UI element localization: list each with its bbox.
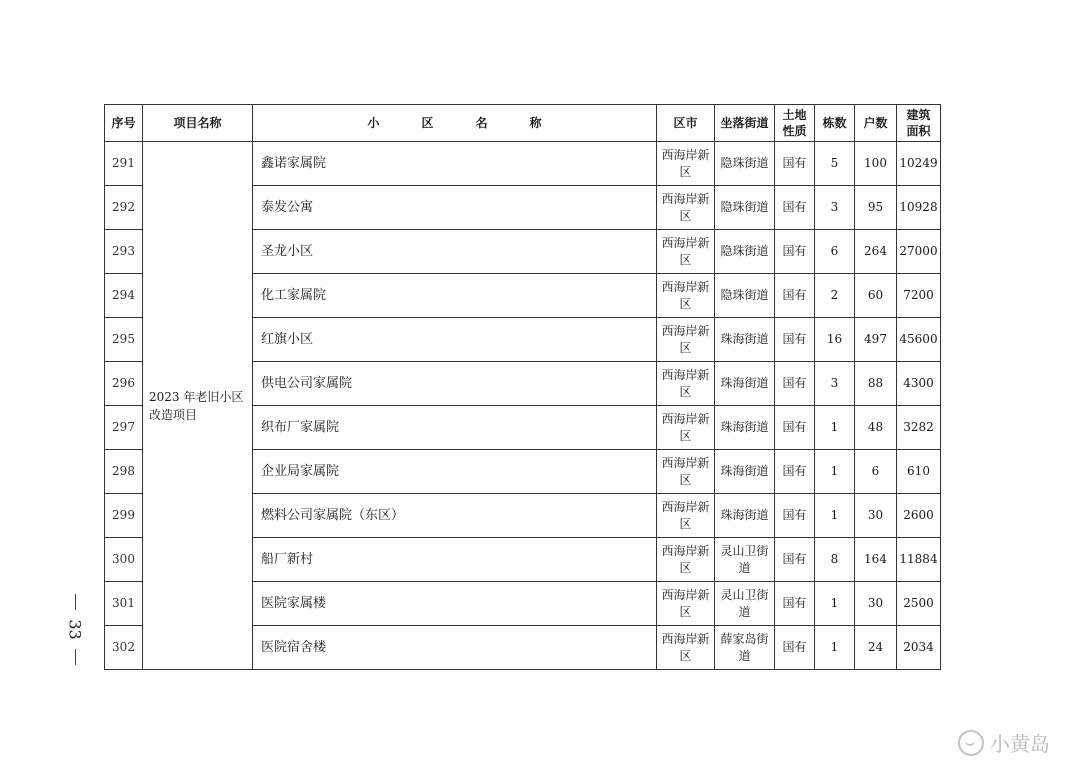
cell-community-name: 企业局家属院	[253, 450, 657, 494]
cell-district: 西海岸新区	[657, 186, 715, 230]
cell-street: 隐珠街道	[715, 274, 775, 318]
cell-land: 国有	[775, 406, 815, 450]
cell-district: 西海岸新区	[657, 142, 715, 186]
cell-land: 国有	[775, 274, 815, 318]
cell-area: 4300	[897, 362, 941, 406]
cell-area: 2034	[897, 626, 941, 670]
cell-land: 国有	[775, 494, 815, 538]
cell-street: 隐珠街道	[715, 186, 775, 230]
cell-seq: 296	[105, 362, 143, 406]
cell-buildings: 8	[815, 538, 855, 582]
table-row	[105, 142, 941, 186]
cell-community-name: 医院家属楼	[253, 582, 657, 626]
cell-buildings: 3	[815, 186, 855, 230]
cell-district: 西海岸新区	[657, 582, 715, 626]
cell-households: 164	[855, 538, 897, 582]
cell-households: 6	[855, 450, 897, 494]
cell-households: 30	[855, 582, 897, 626]
cell-district: 西海岸新区	[657, 450, 715, 494]
header-land	[775, 105, 815, 142]
cell-buildings: 2	[815, 274, 855, 318]
cell-seq: 291	[105, 142, 143, 186]
cell-street: 灵山卫街道	[715, 538, 775, 582]
cell-land: 国有	[775, 362, 815, 406]
cell-land: 国有	[775, 230, 815, 274]
cell-community-name: 红旗小区	[253, 318, 657, 362]
cell-community-name: 船厂新村	[253, 538, 657, 582]
cell-land: 国有	[775, 582, 815, 626]
cell-project-name: 2023 年老旧小区改造项目	[143, 142, 253, 670]
cell-seq: 294	[105, 274, 143, 318]
cell-seq: 292	[105, 186, 143, 230]
header-area-line2: 面积	[906, 124, 931, 138]
cell-community-name: 燃料公司家属院（东区）	[253, 494, 657, 538]
cell-land: 国有	[775, 538, 815, 582]
header-land-line1: 土地	[782, 108, 807, 122]
cell-buildings: 16	[815, 318, 855, 362]
cell-area: 610	[897, 450, 941, 494]
watermark-logo-icon	[958, 730, 984, 756]
header-district: 区市	[657, 105, 715, 142]
cell-district: 西海岸新区	[657, 494, 715, 538]
cell-households: 95	[855, 186, 897, 230]
cell-area: 27000	[897, 230, 941, 274]
header-buildings: 栋数	[815, 105, 855, 142]
cell-area: 45600	[897, 318, 941, 362]
cell-buildings: 1	[815, 626, 855, 670]
cell-households: 264	[855, 230, 897, 274]
cell-seq: 298	[105, 450, 143, 494]
header-seq: 序号	[105, 105, 143, 142]
cell-households: 60	[855, 274, 897, 318]
cell-buildings: 5	[815, 142, 855, 186]
cell-buildings: 1	[815, 406, 855, 450]
cell-area: 11884	[897, 538, 941, 582]
header-community-label: 小区名称	[367, 116, 584, 130]
cell-seq: 302	[105, 626, 143, 670]
cell-land: 国有	[775, 450, 815, 494]
cell-area: 7200	[897, 274, 941, 318]
cell-street: 珠海街道	[715, 406, 775, 450]
cell-area: 2600	[897, 494, 941, 538]
cell-community-name: 化工家属院	[253, 274, 657, 318]
cell-buildings: 1	[815, 450, 855, 494]
cell-district: 西海岸新区	[657, 362, 715, 406]
cell-street: 珠海街道	[715, 494, 775, 538]
cell-district: 西海岸新区	[657, 318, 715, 362]
page-number-dash-top	[75, 594, 76, 610]
cell-district: 西海岸新区	[657, 626, 715, 670]
cell-district: 西海岸新区	[657, 230, 715, 274]
cell-street: 灵山卫街道	[715, 582, 775, 626]
watermark-text: 小黄岛	[990, 732, 1050, 756]
cell-buildings: 1	[815, 582, 855, 626]
cell-households: 48	[855, 406, 897, 450]
cell-district: 西海岸新区	[657, 538, 715, 582]
cell-street: 珠海街道	[715, 450, 775, 494]
cell-street: 薛家岛街道	[715, 626, 775, 670]
cell-land: 国有	[775, 186, 815, 230]
cell-land: 国有	[775, 142, 815, 186]
cell-community-name: 泰发公寓	[253, 186, 657, 230]
cell-buildings: 1	[815, 494, 855, 538]
cell-households: 100	[855, 142, 897, 186]
cell-community-name: 圣龙小区	[253, 230, 657, 274]
cell-community-name: 织布厂家属院	[253, 406, 657, 450]
cell-area: 10249	[897, 142, 941, 186]
cell-seq: 293	[105, 230, 143, 274]
watermark	[958, 728, 1050, 757]
table-header-row	[105, 105, 941, 142]
page-number-marker	[60, 594, 90, 674]
header-project: 项目名称	[143, 105, 253, 142]
page-number-dash-bottom	[75, 649, 76, 665]
header-households: 户数	[855, 105, 897, 142]
cell-district: 西海岸新区	[657, 274, 715, 318]
cell-seq: 300	[105, 538, 143, 582]
cell-buildings: 6	[815, 230, 855, 274]
renovation-table	[104, 104, 941, 670]
cell-district: 西海岸新区	[657, 406, 715, 450]
cell-community-name: 鑫诺家属院	[253, 142, 657, 186]
table-body	[105, 142, 941, 670]
cell-street: 珠海街道	[715, 318, 775, 362]
cell-households: 24	[855, 626, 897, 670]
header-land-line2: 性质	[782, 124, 807, 138]
cell-seq: 295	[105, 318, 143, 362]
cell-area: 10928	[897, 186, 941, 230]
cell-land: 国有	[775, 318, 815, 362]
header-community	[253, 105, 657, 142]
cell-seq: 297	[105, 406, 143, 450]
cell-street: 隐珠街道	[715, 230, 775, 274]
cell-area: 2500	[897, 582, 941, 626]
header-area-line1: 建筑	[906, 108, 931, 122]
cell-land: 国有	[775, 626, 815, 670]
cell-street: 珠海街道	[715, 362, 775, 406]
header-area	[897, 105, 941, 142]
cell-community-name: 供电公司家属院	[253, 362, 657, 406]
cell-street: 隐珠街道	[715, 142, 775, 186]
cell-households: 497	[855, 318, 897, 362]
header-street: 坐落街道	[715, 105, 775, 142]
page-number: 33	[65, 619, 85, 640]
cell-households: 88	[855, 362, 897, 406]
cell-seq: 299	[105, 494, 143, 538]
cell-buildings: 3	[815, 362, 855, 406]
cell-households: 30	[855, 494, 897, 538]
cell-area: 3282	[897, 406, 941, 450]
cell-seq: 301	[105, 582, 143, 626]
cell-community-name: 医院宿舍楼	[253, 626, 657, 670]
